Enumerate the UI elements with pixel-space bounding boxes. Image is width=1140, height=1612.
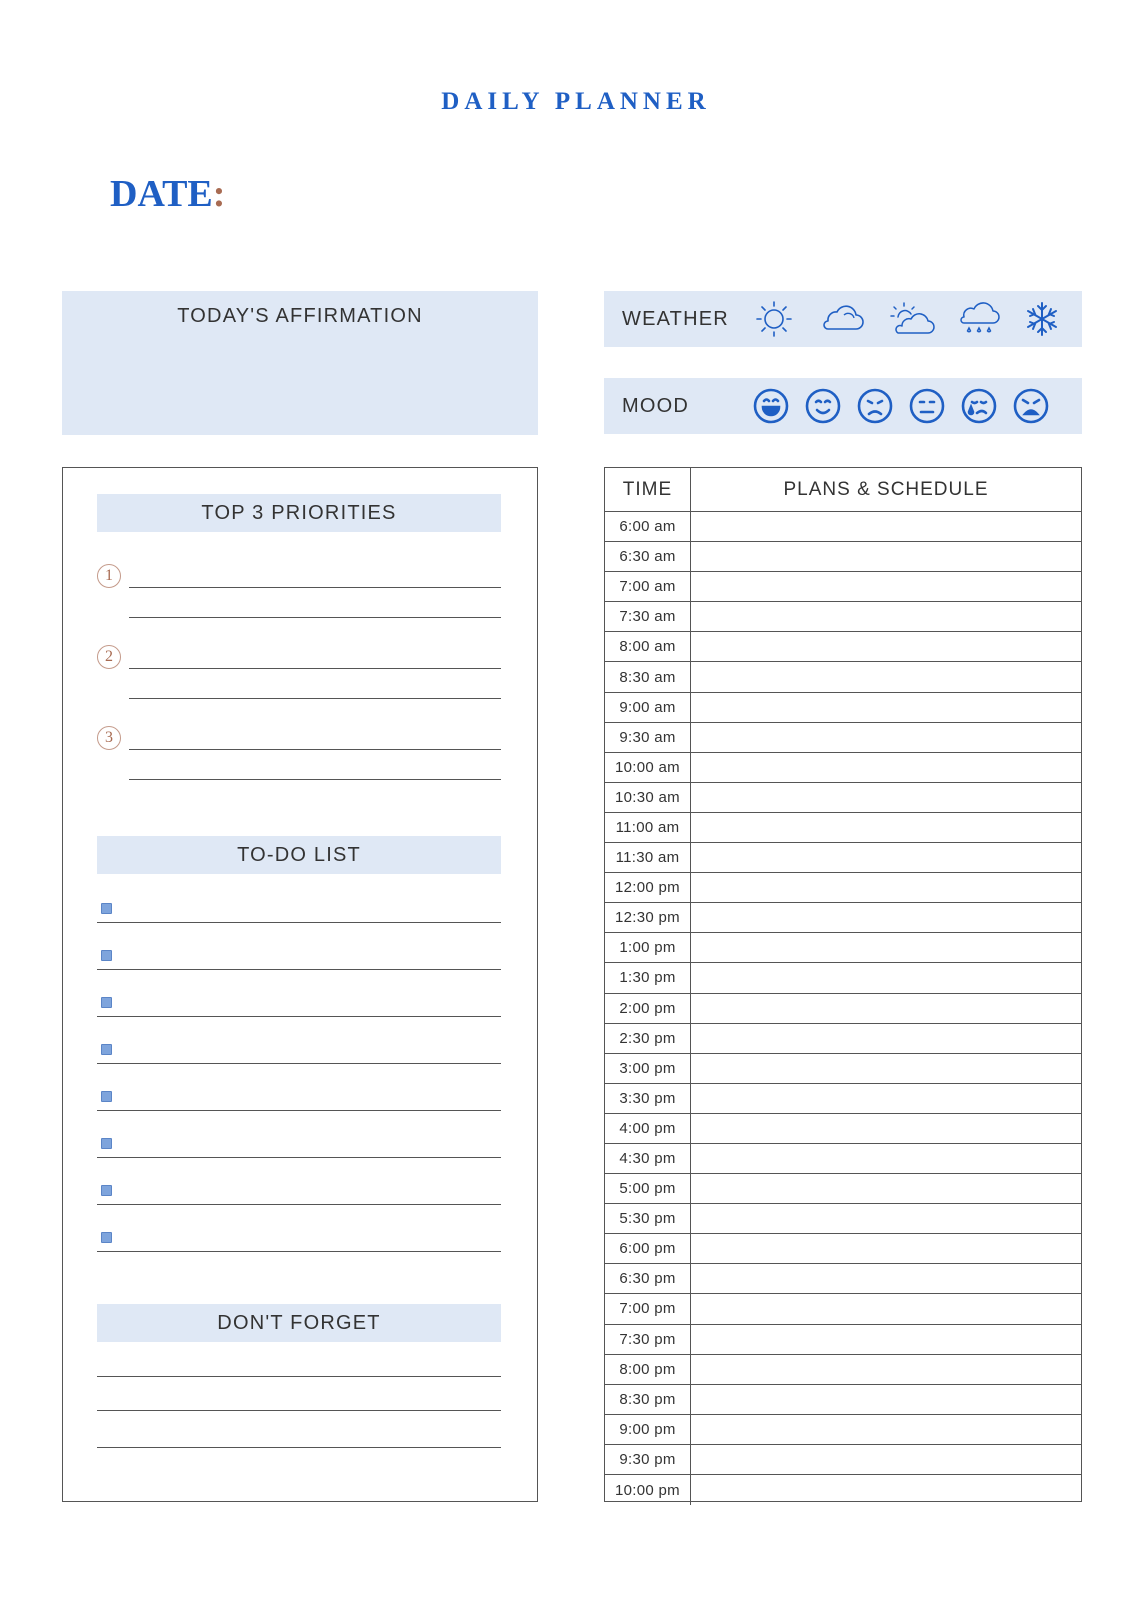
time-cell: 11:30 am xyxy=(605,843,691,872)
plan-cell[interactable] xyxy=(691,963,1081,992)
schedule-row xyxy=(605,1174,1081,1204)
time-cell: 6:00 pm xyxy=(605,1234,691,1263)
time-cell: 8:00 am xyxy=(605,632,691,661)
todo-line[interactable] xyxy=(97,969,501,970)
dont-forget-line[interactable] xyxy=(97,1376,501,1377)
todo-line[interactable] xyxy=(97,1157,501,1158)
time-cell: 5:00 pm xyxy=(605,1174,691,1203)
priority-2-line-1[interactable] xyxy=(129,668,501,669)
priority-number-1: 1 xyxy=(97,564,121,588)
schedule-row xyxy=(605,1054,1081,1084)
date-colon: : xyxy=(212,173,226,215)
time-cell: 2:30 pm xyxy=(605,1024,691,1053)
schedule-row xyxy=(605,1144,1081,1174)
priority-1-line-1[interactable] xyxy=(129,587,501,588)
crying-face-icon[interactable] xyxy=(960,387,998,425)
plan-cell[interactable] xyxy=(691,1024,1081,1053)
schedule-row xyxy=(605,1114,1081,1144)
schedule-row xyxy=(605,1325,1081,1355)
todo-checkbox[interactable] xyxy=(101,1232,112,1243)
plan-cell[interactable] xyxy=(691,1054,1081,1083)
plan-cell[interactable] xyxy=(691,933,1081,962)
cloud-icon[interactable] xyxy=(818,297,866,341)
time-cell: 7:30 pm xyxy=(605,1325,691,1354)
todo-checkbox[interactable] xyxy=(101,1091,112,1102)
time-cell: 9:30 pm xyxy=(605,1445,691,1474)
time-cell: 9:00 pm xyxy=(605,1415,691,1444)
schedule-row xyxy=(605,903,1081,933)
time-cell: 8:30 am xyxy=(605,662,691,691)
time-cell: 5:30 pm xyxy=(605,1204,691,1233)
partly-cloudy-icon[interactable] xyxy=(886,297,936,341)
plan-cell[interactable] xyxy=(691,1385,1081,1414)
plan-cell[interactable] xyxy=(691,572,1081,601)
time-cell: 11:00 am xyxy=(605,813,691,842)
time-cell: 8:30 pm xyxy=(605,1385,691,1414)
plan-cell[interactable] xyxy=(691,693,1081,722)
time-cell: 12:00 pm xyxy=(605,873,691,902)
time-cell: 7:00 pm xyxy=(605,1294,691,1323)
schedule-row xyxy=(605,963,1081,993)
mood-label: MOOD xyxy=(622,394,690,417)
schedule-row xyxy=(605,813,1081,843)
time-cell: 6:30 pm xyxy=(605,1264,691,1293)
time-cell: 9:30 am xyxy=(605,723,691,752)
plan-cell[interactable] xyxy=(691,903,1081,932)
affirmation-header: TODAY'S AFFIRMATION xyxy=(177,305,423,327)
time-cell: 6:00 am xyxy=(605,512,691,541)
plan-cell[interactable] xyxy=(691,512,1081,541)
plan-cell[interactable] xyxy=(691,1264,1081,1293)
neutral-face-icon[interactable] xyxy=(908,387,946,425)
schedule-row xyxy=(605,1445,1081,1475)
todo-line[interactable] xyxy=(97,922,501,923)
priority-number-2: 2 xyxy=(97,645,121,669)
time-cell: 4:00 pm xyxy=(605,1114,691,1143)
plan-cell[interactable] xyxy=(691,1294,1081,1323)
schedule-row xyxy=(605,1204,1081,1234)
schedule-table xyxy=(604,467,1082,1502)
plan-cell[interactable] xyxy=(691,602,1081,631)
schedule-row xyxy=(605,542,1081,572)
frown-face-icon[interactable] xyxy=(856,387,894,425)
plan-cell[interactable] xyxy=(691,1415,1081,1444)
time-cell: 3:00 pm xyxy=(605,1054,691,1083)
plans-column-header: PLANS & SCHEDULE xyxy=(783,478,989,500)
time-cell: 12:30 pm xyxy=(605,903,691,932)
tired-face-icon[interactable] xyxy=(1012,387,1050,425)
mood-strip xyxy=(604,378,1082,434)
page-title: DAILY PLANNER xyxy=(441,88,711,115)
time-column-header: TIME xyxy=(605,468,691,511)
schedule-body xyxy=(605,512,1081,1505)
todo-line[interactable] xyxy=(97,1110,501,1111)
weather-icons xyxy=(752,297,1062,341)
priority-2-line-2[interactable] xyxy=(129,698,501,699)
todo-checkbox[interactable] xyxy=(101,950,112,961)
todo-checkbox[interactable] xyxy=(101,997,112,1008)
date-label xyxy=(110,172,225,216)
left-panel xyxy=(62,467,538,1502)
dont-forget-line[interactable] xyxy=(97,1447,501,1448)
todo-line[interactable] xyxy=(97,1204,501,1205)
todo-checkbox[interactable] xyxy=(101,1044,112,1055)
schedule-row xyxy=(605,843,1081,873)
plan-cell[interactable] xyxy=(691,1445,1081,1474)
schedule-row xyxy=(605,512,1081,542)
rain-icon[interactable] xyxy=(956,297,1002,341)
plan-cell[interactable] xyxy=(691,1204,1081,1233)
schedule-row xyxy=(605,1084,1081,1114)
time-cell: 10:30 am xyxy=(605,783,691,812)
todo-line[interactable] xyxy=(97,1016,501,1017)
time-cell: 1:00 pm xyxy=(605,933,691,962)
time-cell: 7:30 am xyxy=(605,602,691,631)
schedule-row xyxy=(605,1355,1081,1385)
date-label-text: DATE xyxy=(110,173,213,215)
schedule-row xyxy=(605,602,1081,632)
sun-icon[interactable] xyxy=(752,297,796,341)
time-cell: 9:00 am xyxy=(605,693,691,722)
time-cell: 1:30 pm xyxy=(605,963,691,992)
todo-line[interactable] xyxy=(97,1063,501,1064)
schedule-row xyxy=(605,662,1081,692)
schedule-row xyxy=(605,1234,1081,1264)
weather-label: WEATHER xyxy=(622,307,729,330)
schedule-row xyxy=(605,994,1081,1024)
time-cell: 6:30 am xyxy=(605,542,691,571)
plan-cell[interactable] xyxy=(691,1475,1081,1505)
plan-cell[interactable] xyxy=(691,723,1081,752)
todo-header: TO-DO LIST xyxy=(97,836,501,874)
todo-line[interactable] xyxy=(97,1251,501,1252)
schedule-row xyxy=(605,873,1081,903)
smile-face-icon[interactable] xyxy=(804,387,842,425)
todo-checkbox[interactable] xyxy=(101,903,112,914)
time-cell: 8:00 pm xyxy=(605,1355,691,1384)
priority-3-line-2[interactable] xyxy=(129,779,501,780)
schedule-row xyxy=(605,1475,1081,1505)
schedule-header-row xyxy=(605,468,1081,512)
schedule-row xyxy=(605,632,1081,662)
plan-cell[interactable] xyxy=(691,1144,1081,1173)
dont-forget-header: DON'T FORGET xyxy=(97,1304,501,1342)
plan-cell[interactable] xyxy=(691,813,1081,842)
todo-checkbox[interactable] xyxy=(101,1138,112,1149)
schedule-row xyxy=(605,723,1081,753)
schedule-row xyxy=(605,1415,1081,1445)
schedule-row xyxy=(605,693,1081,723)
schedule-row xyxy=(605,783,1081,813)
plan-cell[interactable] xyxy=(691,873,1081,902)
priorities-header: TOP 3 PRIORITIES xyxy=(97,494,501,532)
priority-1-line-2[interactable] xyxy=(129,617,501,618)
priority-3-line-1[interactable] xyxy=(129,749,501,750)
snowflake-icon[interactable] xyxy=(1022,297,1062,341)
plan-cell[interactable] xyxy=(691,783,1081,812)
plan-cell[interactable] xyxy=(691,632,1081,661)
time-cell: 10:00 am xyxy=(605,753,691,782)
mood-icons xyxy=(752,387,1050,425)
plan-cell[interactable] xyxy=(691,662,1081,691)
schedule-row xyxy=(605,753,1081,783)
schedule-row xyxy=(605,572,1081,602)
time-cell: 4:30 pm xyxy=(605,1144,691,1173)
schedule-row xyxy=(605,1264,1081,1294)
schedule-row xyxy=(605,1024,1081,1054)
weather-strip xyxy=(604,291,1082,347)
plan-cell[interactable] xyxy=(691,542,1081,571)
grin-face-icon[interactable] xyxy=(752,387,790,425)
priority-number-3: 3 xyxy=(97,726,121,750)
plan-cell[interactable] xyxy=(691,994,1081,1023)
time-cell: 2:00 pm xyxy=(605,994,691,1023)
plan-cell[interactable] xyxy=(691,843,1081,872)
plan-cell[interactable] xyxy=(691,1114,1081,1143)
time-cell: 3:30 pm xyxy=(605,1084,691,1113)
schedule-row xyxy=(605,933,1081,963)
plan-cell[interactable] xyxy=(691,753,1081,782)
schedule-row xyxy=(605,1294,1081,1324)
plan-cell[interactable] xyxy=(691,1234,1081,1263)
time-cell: 7:00 am xyxy=(605,572,691,601)
affirmation-panel[interactable] xyxy=(62,291,538,435)
plan-cell[interactable] xyxy=(691,1084,1081,1113)
dont-forget-line[interactable] xyxy=(97,1410,501,1411)
plan-cell[interactable] xyxy=(691,1355,1081,1384)
schedule-row xyxy=(605,1385,1081,1415)
time-cell: 10:00 pm xyxy=(605,1475,691,1505)
todo-checkbox[interactable] xyxy=(101,1185,112,1196)
plan-cell[interactable] xyxy=(691,1325,1081,1354)
plan-cell[interactable] xyxy=(691,1174,1081,1203)
